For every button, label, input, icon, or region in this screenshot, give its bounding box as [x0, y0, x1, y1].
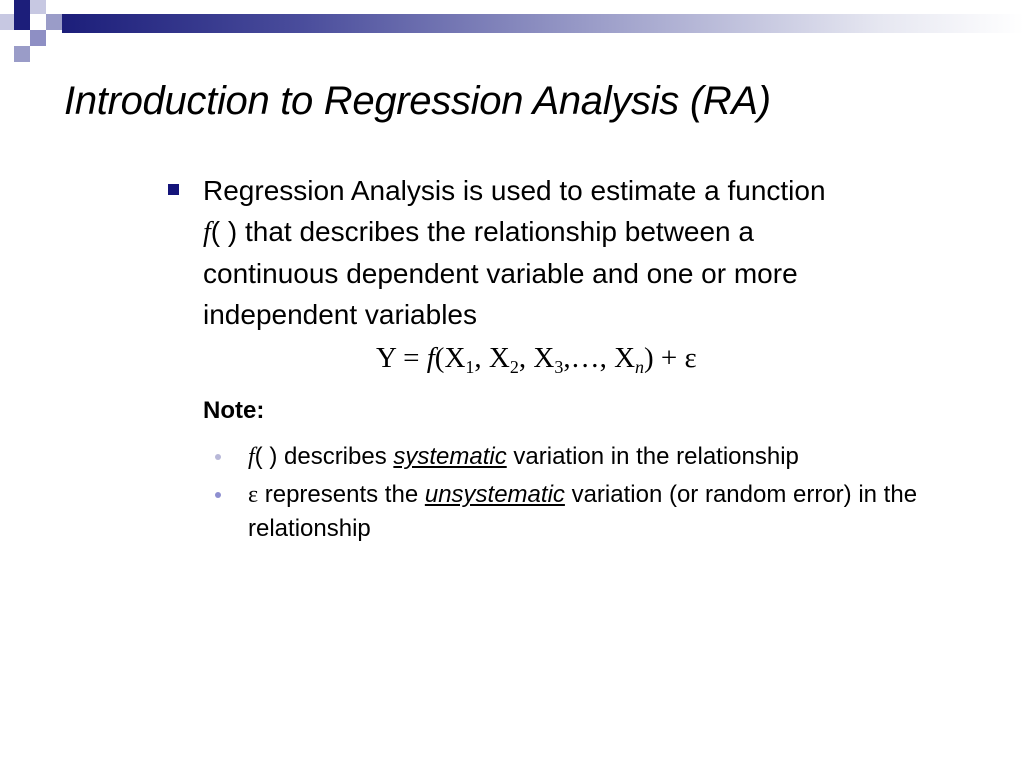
deco-square [14, 46, 30, 62]
deco-square [0, 14, 14, 30]
note-label: Note: [203, 397, 265, 424]
square-bullet-icon [168, 184, 179, 195]
slide-title: Introduction to Regression Analysis (RA) [64, 79, 771, 123]
formula-part: (X [434, 342, 466, 374]
formula-sub: 1 [465, 357, 475, 377]
round-bullet-icon [215, 492, 221, 498]
deco-square [14, 14, 30, 30]
formula-equals: = [395, 342, 427, 374]
sub-text: variation in the relationship [506, 443, 799, 470]
emphasis-text: systematic [393, 443, 507, 470]
deco-square [30, 0, 46, 14]
regression-formula [376, 342, 697, 377]
function-symbol: f [203, 217, 211, 248]
sub-bullet-item [210, 478, 990, 545]
sub-text: represents the [258, 481, 425, 508]
header-decoration [0, 0, 1024, 70]
formula-f: f [426, 342, 435, 374]
deco-square [46, 14, 62, 30]
formula-part: ,…, X [563, 342, 636, 374]
sub-bullet-item [210, 440, 990, 474]
main-line-4: independent variables [203, 299, 477, 330]
formula-sub-n: n [635, 357, 645, 377]
formula-part: , X [474, 342, 510, 374]
formula-sub: 3 [554, 357, 564, 377]
main-bullet-text [203, 170, 993, 335]
formula-sub: 2 [509, 357, 519, 377]
sub-bullet-list [210, 440, 990, 549]
emphasis-text: unsystematic [424, 481, 565, 508]
formula-part: , X [518, 342, 555, 374]
sub-text: variation (or random error) in the relationship [248, 481, 918, 542]
header-gradient-bar [62, 14, 1024, 33]
epsilon-symbol: ε [248, 482, 259, 508]
sub-text: ( ) describes [254, 443, 394, 470]
deco-square [14, 0, 30, 14]
formula-y: Y [376, 342, 396, 374]
main-line-2: ( ) that describes the relationship between a [210, 216, 754, 247]
main-line-3: continuous dependent variable and one or more [203, 258, 798, 289]
round-bullet-icon [215, 454, 221, 460]
function-symbol: f [248, 444, 255, 470]
main-line-1: Regression Analysis is used to estimate a function [203, 175, 826, 206]
deco-square [30, 30, 46, 46]
formula-part: ) + ε [644, 342, 697, 374]
